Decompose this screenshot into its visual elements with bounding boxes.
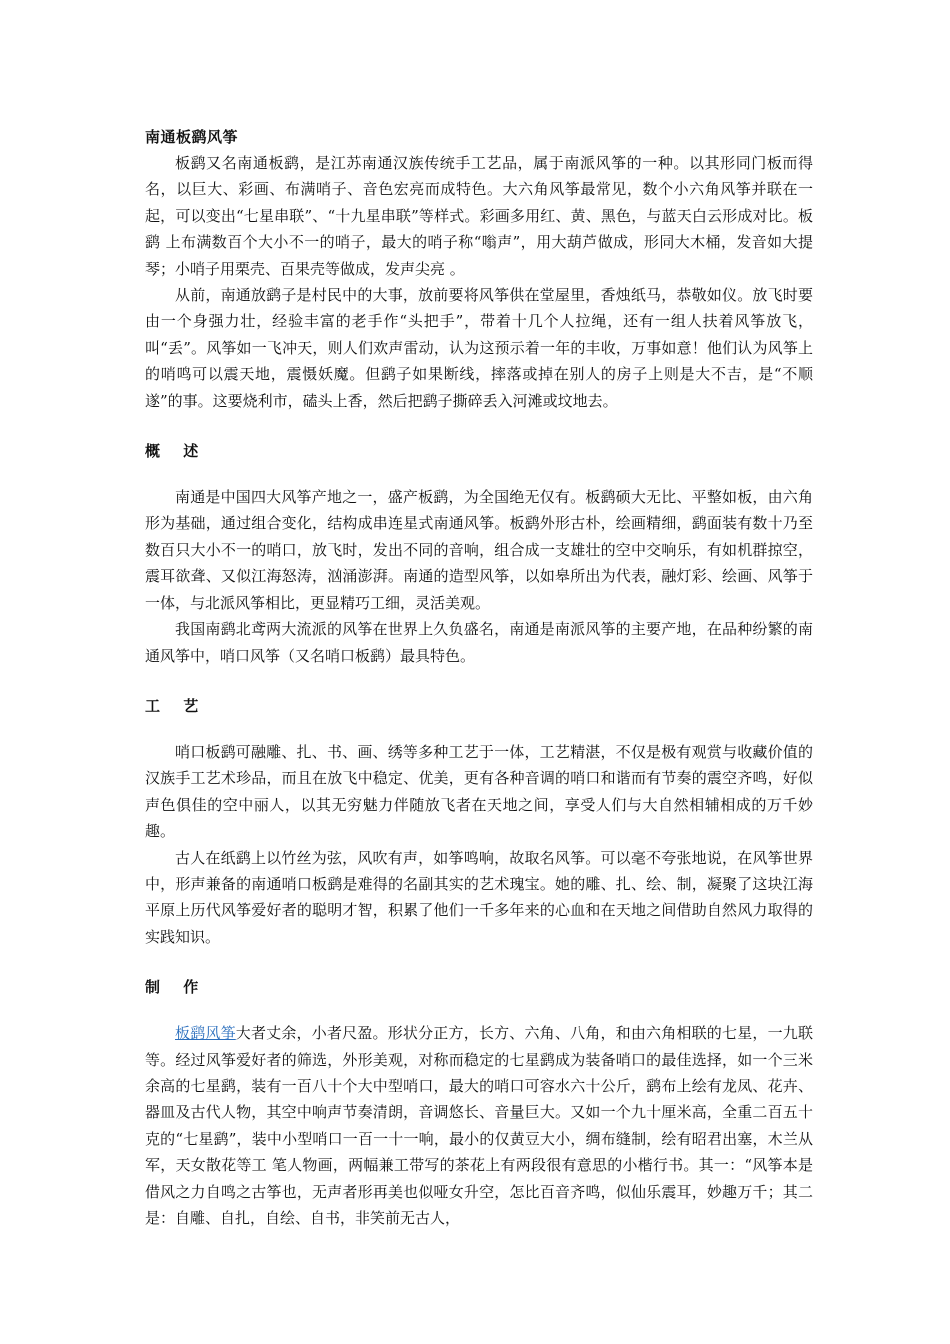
kite-link[interactable]: 板鹞风筝: [175, 1024, 236, 1043]
document-title: 南通板鹞风筝: [145, 128, 239, 146]
making-paragraph-text: 大者丈余，小者尺盈。形状分正方，长方、六角、八角，和由六角相联的七星，一九联等。经过风筝爱好者的筛选，外形美观，对称而稳定的七星鹞成为装备哨口的最佳选择，如一个三米余高的七星鹞，装有一百八十个大中型哨口，最大的哨口可容水六十公斤，鹞布上绘有龙凤、花卉、器皿及古代人物，其空中响声节奏清朗，音调悠长、音量巨大。又如一个九十厘米高，全重二百五十克的“七星鹞”，装中小型哨口一百一十一响，最小的仅黄豆大小，绸布缝制，绘有昭君出塞，木兰从军，天女散花等工 笔人物画，两幅兼工带写的茶花上有两段很有意思的小楷行书。其一：“风筝本是借风之力自鸣之古筝也，无声者形再美也似哑女升空，怎比百音齐鸣，似仙乐震耳，妙趣万千；其二是：自雕、自扎，自绘、自书，非笑前无古人，: [145, 1024, 813, 1227]
section-making: [145, 974, 813, 1231]
craft-paragraph-1: 哨口板鹞可融雕、扎、书、画、绣等多种工艺于一体，工艺精湛，不仅是极有观赏与收藏价值的汉族手工艺术珍品，而且在放飞中稳定、优美，更有各种音调的哨口和谐而有节奏的震空齐鸣，好似声色俱佳的空中丽人，以其无穷魅力伴随放飞者在天地之间，享受人们与大自然相辅相成的万千妙趣。: [145, 742, 813, 841]
section-heading-craft: 工 艺: [145, 696, 208, 715]
overview-paragraph-1: 南通是中国四大风筝产地之一，盛产板鹞，为全国绝无仅有。板鹞硕大无比、平整如板，由六角形为基础，通过组合变化，结构成串连星式南通风筝。板鹞外形古朴，绘画精细，鹞面装有数十乃至数百只大小不一的哨口，放飞时，发出不同的音响，组合成一支雄壮的空中交响乐，有如机群掠空，震耳欲聋、又似江海怒涛，汹涌澎湃。南通的造型风筝，以如皋所出为代表，融灯彩、绘画、风筝于一体，与北派风筝相比，更显精巧工细，灵活美观。: [145, 488, 813, 612]
making-paragraph-1: [145, 1020, 813, 1231]
intro-paragraph-1: 板鹞又名南通板鹞，是江苏南通汉族传统手工艺品，属于南派风筝的一种。以其形同门板而得名，以巨大、彩画、布满哨子、音色宏亮而成特色。大六角风筝最常见，数个小六角风筝并联在一起，可以变出“七星串联”、“十九星串联”等样式。彩画多用红、黄、黑色，与蓝天白云形成对比。板鹞 上布满数百个大小不一的哨子，最大的哨子称“嗡声”，用大葫芦做成，形同大木桶，发音如大提琴；小哨子用栗壳、百果壳等做成，发声尖亮 。: [145, 154, 813, 278]
section-overview: [145, 438, 813, 669]
intro-paragraph-2: 从前，南通放鹞子是村民中的大事，放前要将风筝供在堂屋里，香烛纸马，恭敬如仪。放飞时要由一个身强力壮，经验丰富的老手作“头把手”，带着十几个人拉绳，还有一组人扶着风筝放飞，叫“丢”。风筝如一飞冲天，则人们欢声雷动，认为这预示着一年的丰收，万事如意！他们认为风筝上的哨鸣可以震天地，震慑妖魔。但鹞子如果断线，摔落或掉在别人的房子上则是大不吉，是“不顺遂”的事。这要烧利市，磕头上香，然后把鹞子撕碎丢入河滩或坟地去。: [145, 286, 813, 410]
craft-paragraph-2: 古人在纸鹞上以竹丝为弦，风吹有声，如筝鸣响，故取名风筝。可以毫不夸张地说，在风筝世界中，形声兼备的南通哨口板鹞是难得的名副其实的艺术瑰宝。她的雕、扎、绘、制，凝聚了这块江海平原上历代风筝爱好者的聪明才智，积累了他们一千多年来的心血和在天地之间借助自然风力取得的实践知识。: [145, 848, 813, 946]
overview-paragraph-2: 我国南鹞北鸢两大流派的风筝在世界上久负盛名，南通是南派风筝的主要产地，在品种纷繁的南通风筝中，哨口风筝（又名哨口板鹞）最具特色。: [145, 620, 813, 665]
section-craft: [145, 693, 813, 950]
document-page: [145, 124, 813, 1231]
section-heading-making: 制 作: [145, 978, 208, 997]
section-heading-overview: 概 述: [145, 442, 208, 461]
